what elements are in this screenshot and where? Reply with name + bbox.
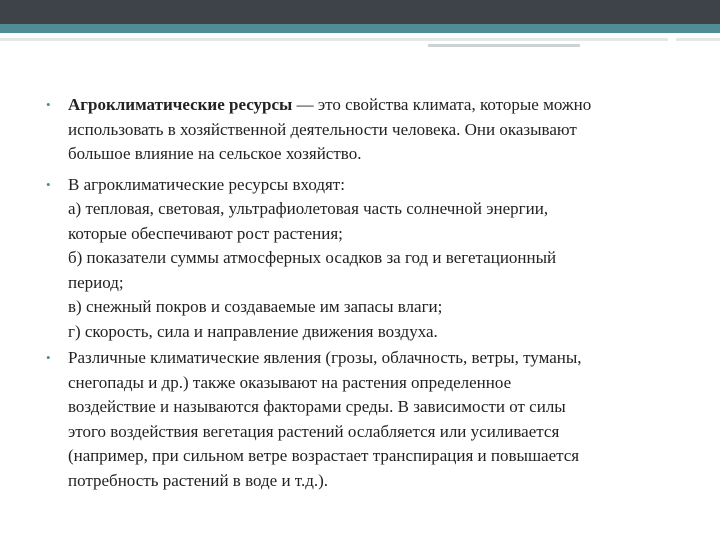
- item-text-line: период;: [68, 272, 124, 292]
- header-divider-line: [0, 38, 668, 41]
- header-accent-band: [0, 24, 720, 33]
- bullet-item-phenomena: [46, 346, 686, 493]
- item-text-line: большое влияние на сельское хозяйство.: [68, 144, 362, 163]
- bullet-item-resources: [46, 173, 686, 345]
- header-divider-line-right: [676, 38, 720, 41]
- item-text-line: этого воздействия вегетация растений ослабляется или усиливается: [68, 421, 560, 441]
- bullet-item-definition: [46, 93, 686, 167]
- item-text-line: потребность растений в воде и т.д.).: [68, 470, 329, 490]
- item-text-line: (например, при сильном ветре возрастает транспирация и повышается: [68, 446, 580, 465]
- item-text-line: Различные климатические явления (грозы, облачность, ветры, туманы,: [68, 348, 582, 367]
- term-bold: Агроклиматические ресурсы: [68, 95, 293, 114]
- item-text-line: [68, 93, 686, 118]
- bullet-icon: •: [46, 176, 51, 192]
- item-text-line: воздействие и называются факторами среды. В зависимости от силы: [68, 397, 566, 416]
- item-text-line: снегопады и др.) также оказывают на растения определенное: [68, 372, 512, 392]
- item-text-line: В агроклиматические ресурсы входят:: [68, 174, 345, 194]
- item-text-line: в) снежный покров и создаваемые им запасы влаги;: [68, 297, 443, 316]
- item-text-line: б) показатели суммы атмосферных осадков за год и вегетационный: [68, 248, 557, 267]
- item-text-line: использовать в хозяйственной деятельности человека. Они оказывают: [68, 119, 577, 139]
- header-divider-line-short: [428, 44, 580, 47]
- slide-body: [46, 93, 686, 493]
- item-text-line: которые обеспечивают рост растения;: [68, 223, 343, 243]
- bullet-icon: •: [46, 97, 51, 112]
- bullet-icon: •: [46, 350, 51, 365]
- definition-text: — это свойства климата, которые можно: [292, 95, 592, 114]
- item-text-line: а) тепловая, световая, ультрафиолетовая часть солнечной энергии,: [68, 199, 549, 218]
- header-dark-band: [0, 0, 720, 24]
- item-text-line: г) скорость, сила и направление движения воздуха.: [68, 321, 438, 341]
